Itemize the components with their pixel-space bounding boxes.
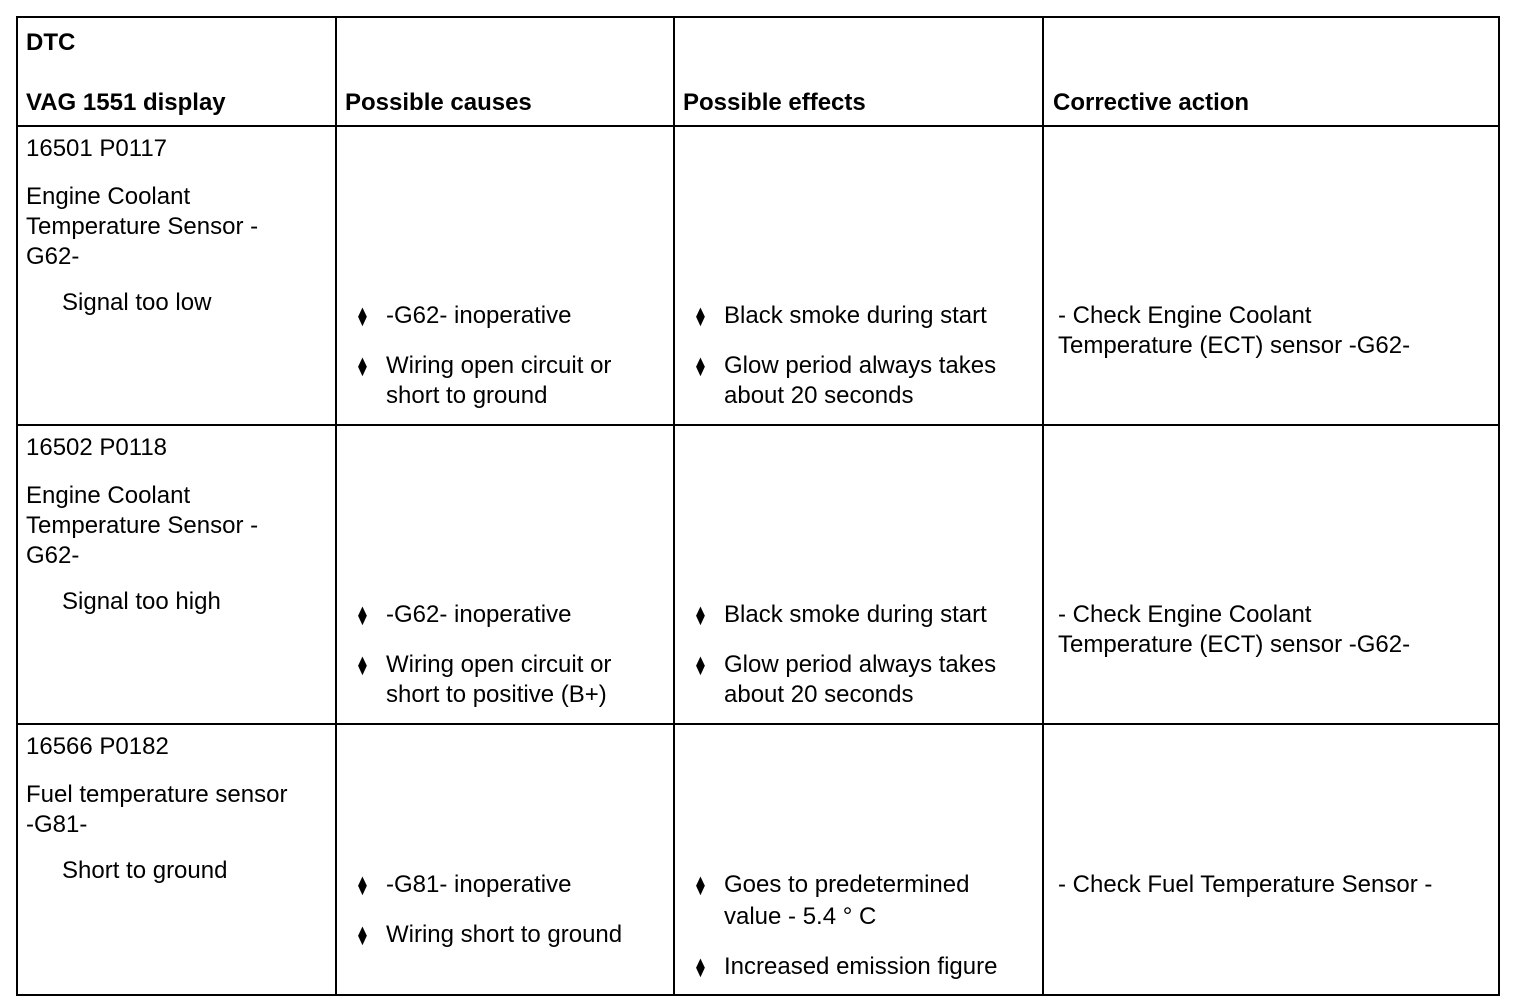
component-line: Temperature Sensor - (26, 512, 259, 539)
cause-item (358, 920, 658, 950)
header-possible-effects: Possible effects (683, 89, 866, 116)
effect-item (696, 870, 1036, 932)
row-3-action (1058, 870, 1494, 900)
component-line: Temperature Sensor - (26, 213, 259, 240)
cause-text: Wiring open circuit or (386, 352, 612, 379)
bullet-icon: ⧫ (358, 655, 367, 675)
action-text: - Check Engine Coolant (1058, 302, 1312, 329)
row-3-effects (696, 870, 1036, 982)
cause-text: Wiring open circuit or (386, 651, 612, 678)
component-name (26, 182, 326, 272)
component-name (26, 780, 331, 840)
row-1-effects (696, 301, 1036, 411)
fault-condition: Signal too low (62, 289, 212, 316)
row-divider-2 (18, 723, 1498, 725)
cause-item (358, 870, 658, 900)
row-divider-header (18, 125, 1498, 127)
dtc-code: 16502 P0118 (26, 434, 168, 461)
bullet-icon: ⧫ (358, 925, 367, 945)
component-line: Engine Coolant (26, 183, 191, 210)
effect-item (696, 301, 1036, 331)
effect-text: Black smoke during start (724, 302, 987, 329)
row-1-action (1058, 301, 1488, 361)
effect-text: Increased emission figure (724, 953, 998, 980)
component-line: -G81- (26, 811, 88, 838)
cause-text: Wiring short to ground (386, 921, 623, 948)
dtc-code: 16501 P0117 (26, 135, 168, 162)
effect-item (696, 600, 1036, 630)
action-text: - Check Engine Coolant (1058, 601, 1312, 628)
header-corrective-action: Corrective action (1053, 89, 1250, 116)
action-text: - Check Fuel Temperature Sensor - (1058, 871, 1433, 898)
dtc-table (16, 16, 1500, 996)
component-line: G62- (26, 542, 80, 569)
header-dtc-label: DTC (26, 29, 76, 56)
row-3-dtc-cell (26, 732, 331, 886)
bullet-icon: ⧫ (696, 957, 705, 977)
bullet-icon: ⧫ (358, 875, 367, 895)
bullet-icon: ⧫ (696, 655, 705, 675)
component-line: Engine Coolant (26, 482, 191, 509)
effect-item (696, 650, 1036, 710)
col-divider-3 (1042, 18, 1044, 994)
row-2-effects (696, 600, 1036, 710)
fault-condition: Short to ground (62, 857, 228, 884)
bullet-icon: ⧫ (358, 356, 367, 376)
component-name (26, 481, 326, 571)
cause-item (358, 301, 658, 331)
effect-text: Glow period always takes (724, 651, 997, 678)
row-3-causes (358, 870, 658, 950)
effect-text: about 20 seconds (724, 382, 914, 409)
action-text: Temperature (ECT) sensor -G62- (1058, 332, 1411, 359)
row-1-causes (358, 301, 658, 411)
dtc-code: 16566 P0182 (26, 733, 169, 760)
cause-text: short to ground (386, 382, 548, 409)
cause-text: short to positive (B+) (386, 681, 607, 708)
cause-text: -G62- inoperative (386, 302, 572, 329)
col-divider-1 (335, 18, 337, 994)
fault-condition: Signal too high (62, 588, 221, 615)
bullet-icon: ⧫ (358, 605, 367, 625)
bullet-icon: ⧫ (696, 356, 705, 376)
bullet-icon: ⧫ (358, 306, 367, 326)
action-text: Temperature (ECT) sensor -G62- (1058, 631, 1411, 658)
bullet-icon: ⧫ (696, 306, 705, 326)
cause-item (358, 351, 658, 411)
col-divider-2 (673, 18, 675, 994)
cause-item (358, 650, 658, 710)
bullet-icon: ⧫ (696, 605, 705, 625)
header-vag-display-label: VAG 1551 display (26, 89, 226, 116)
row-divider-1 (18, 424, 1498, 426)
row-2-causes (358, 600, 658, 710)
row-2-dtc-cell (26, 433, 326, 617)
effect-text: about 20 seconds (724, 681, 914, 708)
component-line: G62- (26, 243, 80, 270)
effect-text: value - 5.4 ° C (724, 903, 877, 930)
component-line: Fuel temperature sensor (26, 781, 288, 808)
cause-text: -G81- inoperative (386, 871, 572, 898)
bullet-icon: ⧫ (696, 875, 705, 895)
effect-item (696, 351, 1036, 411)
cause-item (358, 600, 658, 630)
row-2-action (1058, 600, 1488, 660)
effect-text: Goes to predetermined (724, 871, 970, 898)
header-possible-causes: Possible causes (345, 89, 532, 116)
effect-text: Glow period always takes (724, 352, 997, 379)
header-dtc (26, 28, 226, 118)
effect-item (696, 952, 1036, 982)
effect-text: Black smoke during start (724, 601, 987, 628)
cause-text: -G62- inoperative (386, 601, 572, 628)
row-1-dtc-cell (26, 134, 326, 318)
